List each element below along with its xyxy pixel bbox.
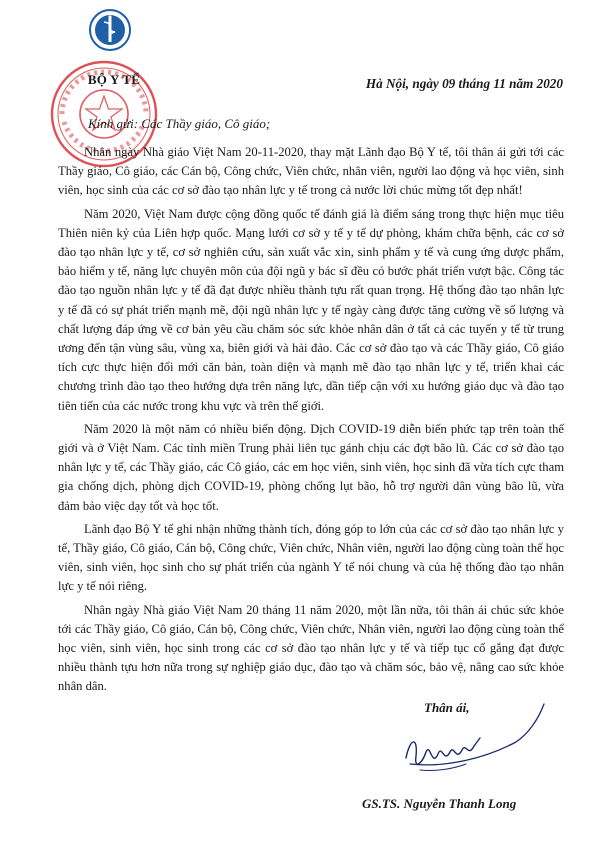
ministry-logo-icon (88, 8, 132, 52)
body-paragraph: Nhân ngày Nhà giáo Việt Nam 20-11-2020, thay mặt Lãnh đạo Bộ Y tế, tôi thân ái gửi tới các Thầy giáo, Cô giáo, các Cán bộ, Công chức, Viên chức, nhân viên, người lao động và học viên, sinh viên, học sinh của các cơ sở đào tạo nhân lực y tế trong cả nước lời chúc mừng tốt đẹp nhất! (58, 145, 564, 198)
body-paragraph: Nhân ngày Nhà giáo Việt Nam 20 tháng 11 năm 2020, một lần nữa, tôi thân ái chúc sức khỏe tới các Thầy giáo, Cô giáo, Cán bộ, Công chức, Viên chức, Nhân viên, người lao động cùng toàn thể học viên, sinh viên, học sinh trong các cơ sở đào tạo nhân lực y tế và tiếp tục cố gắng đạt được nhiều thành tựu hơn nữa trong sự nghiệp giáo dục, đào tạo và chăm sóc, bảo vệ, nâng cao sức khỏe nhân dân. (58, 602, 564, 694)
letter-body (58, 143, 564, 701)
body-paragraph: Lãnh đạo Bộ Y tế ghi nhận những thành tích, đóng góp to lớn của các cơ sở đào tạo nhân lực y tế, Thầy giáo, Cô giáo, Cán bộ, Công chức, Viên chức, Nhân viên, người lao động cùng toàn thể học viên, sinh viên, học sinh cho sự phát triển của ngành Y tế nói chung và của hệ thống đào tạo nhân lực y tế nói riêng. (58, 521, 564, 594)
place-date: Hà Nội, ngày 09 tháng 11 năm 2020 (365, 76, 563, 91)
body-paragraph: Năm 2020 là một năm có nhiều biến động. Dịch COVID-19 diễn biến phức tạp trên toàn thế giới và ở Việt Nam. Các tỉnh miền Trung phải liên tục gánh chịu các đợt bão lũ. Các cơ sở đào tạo nhân lực y tế, các Thầy giáo, các Cô giáo, các em học viên, sinh viên, học sinh đã vừa tích cực tham gia chống dịch, phòng dịch COVID-19, phòng chống lụt bão, hỗ trợ người dân vùng bão lũ, vừa đảm bảo việc dạy tốt và học tốt. (58, 421, 564, 513)
salutation: Kính gửi: Các Thầy giáo, Cô giáo; (88, 116, 271, 131)
organization-name: BỘ Y TẾ (87, 72, 141, 87)
body-paragraph: Năm 2020, Việt Nam được cộng đồng quốc tế đánh giá là điểm sáng trong thực hiện mục tiêu Thiên niên kỷ của Liên hợp quốc. Mạng lưới cơ sở y tế y tế dự phòng, khám chữa bệnh, các cơ sở đào tạo nhân lực y tế, cơ sở nghiên cứu, sản xuất vắc xin, sinh phẩm y tế và cung ứng dược phẩm, bảo hiểm y tế, năng lực chuyên môn của đội ngũ y bác sĩ đều có bước phát triển vượt bậc. Công tác đào tạo nguồn nhân lực y tế đã đạt được nhiều thành tựu rất quan trọng. Hệ thống đào tạo nhân lực y tế đã có sự phát triển mạnh mẽ, đội ngũ nhân lực y tế ngày càng được tăng cường về số lượng và chất lượng đáp ứng về cơ bản yêu cầu chăm sóc sức khỏe nhân dân ở tất cả các tuyến y tế từ trung ương đến tận vùng sâu, vùng xa, biên giới và hải đảo. Các cơ sở đào tạo và các Thầy giáo, Cô giáo tích cực thực hiện đổi mới căn bản, toàn diện và mạnh mẽ đào tạo nhân lực y tế, triển khai các chương trình đào tạo theo hướng dựa trên năng lực, dần tiếp cận với xu hướng giáo dục và đào tạo tiên tiến của các nước trong khu vực và trên thế giới. (58, 206, 564, 413)
closing: Thân ái, (424, 700, 470, 715)
signature-icon (396, 698, 546, 788)
signer-name: GS.TS. Nguyễn Thanh Long (362, 796, 517, 811)
